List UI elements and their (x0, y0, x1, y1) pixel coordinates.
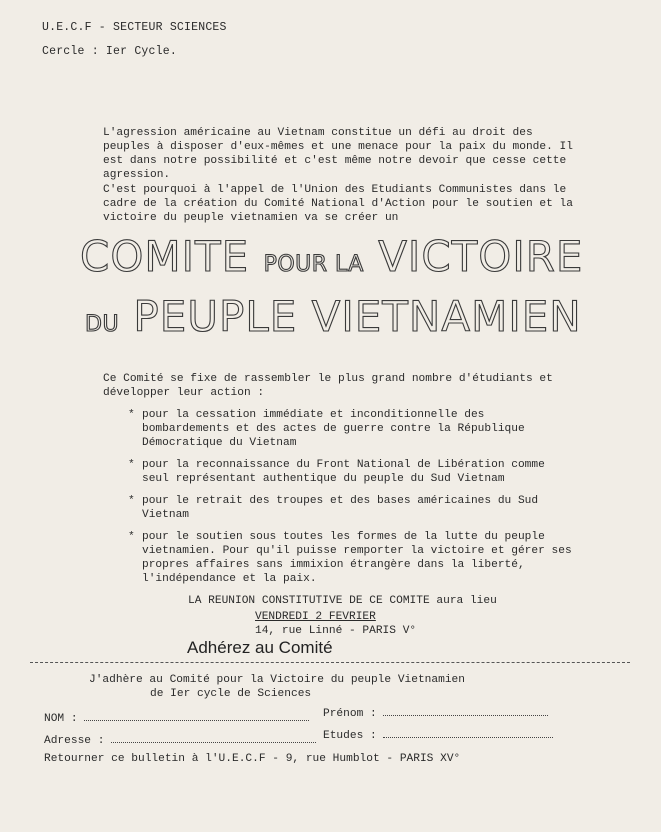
prenom-field[interactable] (323, 706, 548, 721)
form-heading: J'adhère au Comité pour la Victoire du peuple Vietnamien (89, 674, 465, 686)
etudes-line[interactable] (383, 728, 553, 738)
aims-intro: Ce Comité se fixe de rassembler le plus grand nombre d'étudiants et développer leur action : (103, 373, 553, 399)
aim-item: * pour le retrait des troupes et des bases américaines du Sud Vietnam (128, 494, 578, 522)
intro-paragraph-2: C'est pourquoi à l'appel de l'Union des Etudiants Communistes dans le cadre de la création du Comité National d'Action pour le soutien et la victoire du peuple vietnamien va se créer un (103, 184, 573, 224)
headline-victoire: VICTOIRE (378, 232, 584, 281)
nom-field[interactable] (44, 711, 309, 726)
nom-label: NOM : (44, 713, 78, 725)
form-subheading: de Ier cycle de Sciences (150, 688, 312, 700)
meeting-address: 14, rue Linné - PARIS V° (255, 625, 417, 637)
return-instructions: Retourner ce bulletin à l'U.E.C.F - 9, rue Humblot - PARIS XV° (44, 753, 461, 765)
meeting-date: VENDREDI 2 FEVRIER (255, 611, 376, 623)
adresse-line[interactable] (111, 733, 316, 743)
intro-paragraph-1: L'agression américaine au Vietnam constitue un défi au droit des peuples à disposer d'eux-mêmes et une menace pour la paix du monde. Il est dans notre possibilité et c'est même notre devoir que cesse cette agression. (103, 127, 573, 181)
headline-comite: COMITE (80, 232, 250, 281)
aim-item: * pour le soutien sous toutes les formes de la lutte du peuple vietnamien. Pour qu'il puisse remporter la victoire et gérer ses propres affaires sans immixion étrangère dans la liberté, l'indépendance et la paix. (128, 530, 578, 586)
aim-item: * pour la reconnaissance du Front National de Libération comme seul représentant authentique du peuple du Sud Vietnam (128, 458, 578, 486)
headline-peuple-vietnamien: PEUPLE VIETNAMIEN (133, 292, 582, 341)
etudes-field[interactable] (323, 728, 553, 743)
nom-line[interactable] (84, 711, 309, 721)
org-header: U.E.C.F - SECTEUR SCIENCES (42, 21, 227, 34)
prenom-label: Prénom : (323, 708, 377, 720)
meeting-announcement: LA REUNION CONSTITUTIVE DE CE COMITE aura lieu (188, 595, 497, 607)
adresse-field[interactable] (44, 733, 316, 748)
join-call-to-action: Adhérez au Comité (187, 638, 333, 657)
aim-item: * pour la cessation immédiate et inconditionnelle des bombardements et des actes de guerre contre la République Démocratique du Vietnam (128, 408, 578, 450)
cut-line (30, 662, 630, 663)
aims-list (128, 408, 578, 594)
headline-line-2 (85, 292, 605, 341)
headline-du: DU (85, 312, 120, 337)
headline-pour-la: POUR LA (263, 252, 364, 277)
adresse-label: Adresse : (44, 735, 105, 747)
etudes-label: Etudes : (323, 730, 377, 742)
prenom-line[interactable] (383, 706, 548, 716)
circle-label: Cercle : Ier Cycle. (42, 45, 177, 58)
headline-line-1 (80, 232, 600, 281)
